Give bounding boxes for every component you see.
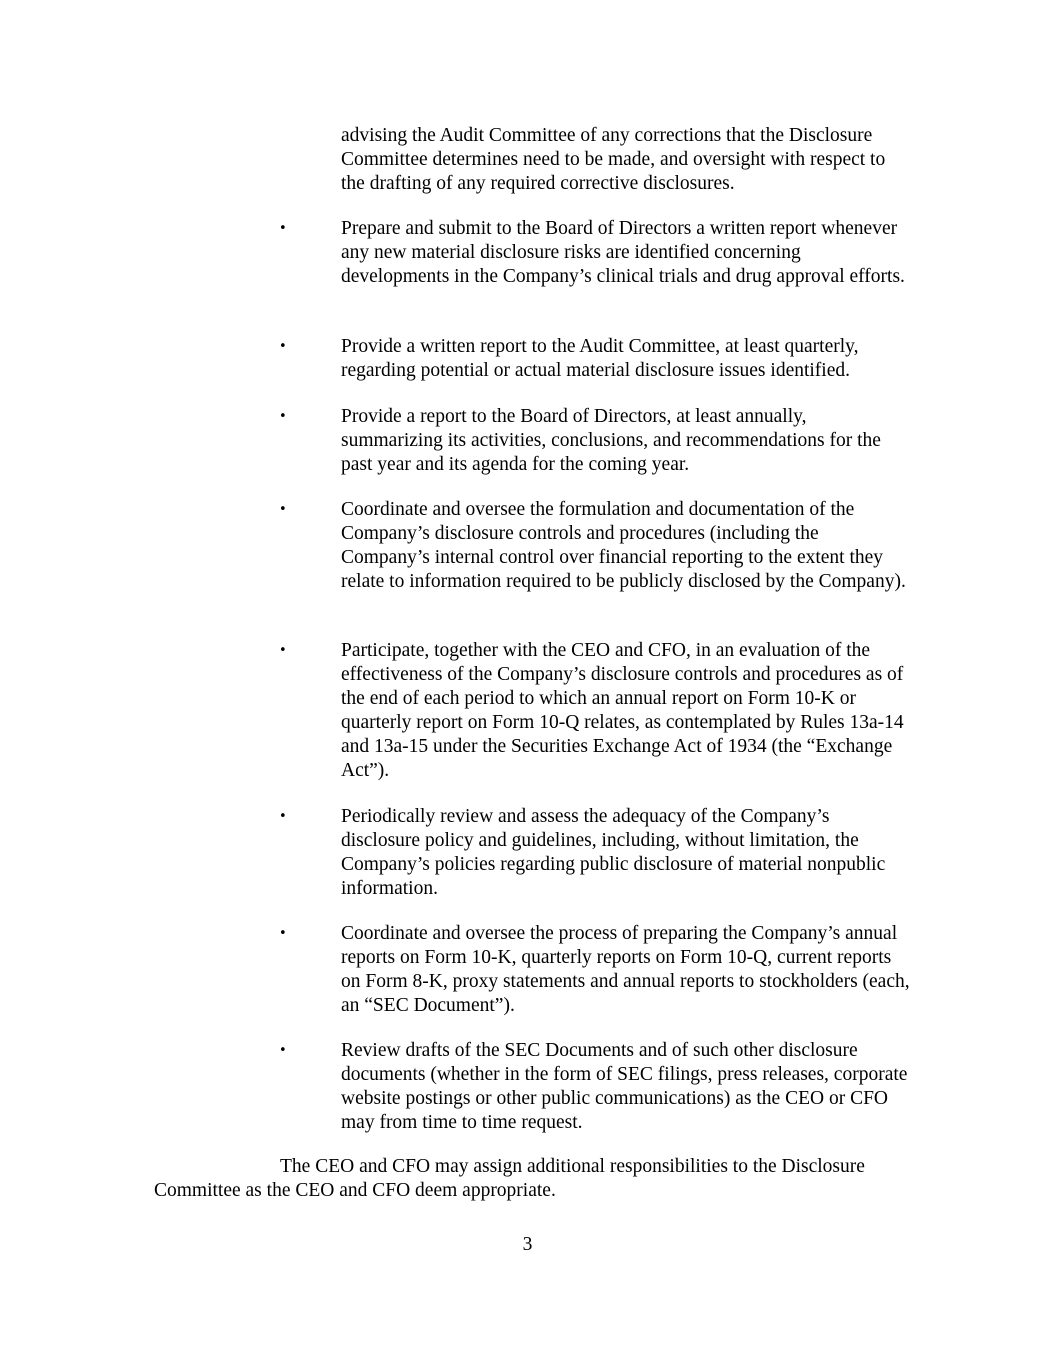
bullet-icon: • bbox=[279, 409, 287, 424]
bullet-icon: • bbox=[279, 926, 287, 941]
bullet-icon: • bbox=[279, 643, 287, 658]
list-item-text: Participate, together with the CEO and CFO, in an evaluation of the effectiveness of the Company’s disclosure controls and procedures as of the end of each period to which an annual report on Form 10-K or quarterly report on Form 10-Q relates, as contemplated by Rules 13a-14 and 13a-15 under the Securities Exchange Act of 1934 (the “Exchange Act”). bbox=[341, 640, 904, 781]
list-item-text: Prepare and submit to the Board of Directors a written report whenever any new material disclosure risks are identified concerning developments in the Company’s clinical trials and drug approval efforts. bbox=[341, 218, 905, 287]
bullet-icon: • bbox=[279, 221, 287, 236]
bullet-icon: • bbox=[279, 502, 287, 517]
list-item-text: Coordinate and oversee the process of preparing the Company’s annual reports on Form 10-K, quarterly reports on Form 10-Q, current reports on Form 8-K, proxy statements and annual reports to stockholders (each, an “SEC Document”). bbox=[341, 923, 910, 1016]
list-item-text: Provide a written report to the Audit Committee, at least quarterly, regarding potential or actual material disclosure issues identified. bbox=[341, 336, 859, 381]
list-item-text: Periodically review and assess the adequacy of the Company’s disclosure policy and guidelines, including, without limitation, the Company’s policies regarding public disclosure of material nonpublic information. bbox=[341, 806, 886, 899]
closing-paragraph: The CEO and CFO may assign additional responsibilities to the Disclosure Committee as the CEO and CFO deem appropriate. bbox=[154, 1156, 865, 1201]
list-item-text: Coordinate and oversee the formulation and documentation of the Company’s disclosure controls and procedures (including the Company’s internal control over financial reporting to the extent they relate to information required to be publicly disclosed by the Company). bbox=[341, 499, 906, 592]
bullet-icon: • bbox=[279, 809, 287, 824]
list-item-text: Provide a report to the Board of Directors, at least annually, summarizing its activities, conclusions, and recommendations for the past year and its agenda for the coming year. bbox=[341, 406, 881, 475]
bullet-icon: • bbox=[279, 339, 287, 354]
list-item-text: Review drafts of the SEC Documents and of such other disclosure documents (whether in the form of SEC filings, press releases, corporate website postings or other public communications) as the CEO or CFO may from time to time request. bbox=[341, 1040, 908, 1133]
page-number: 3 bbox=[522, 1234, 533, 1255]
continuation-paragraph: advising the Audit Committee of any corrections that the Disclosure Committee determines need to be made, and oversight with respect to the drafting of any required corrective disclosures. bbox=[341, 125, 886, 194]
bullet-icon: • bbox=[279, 1043, 287, 1058]
